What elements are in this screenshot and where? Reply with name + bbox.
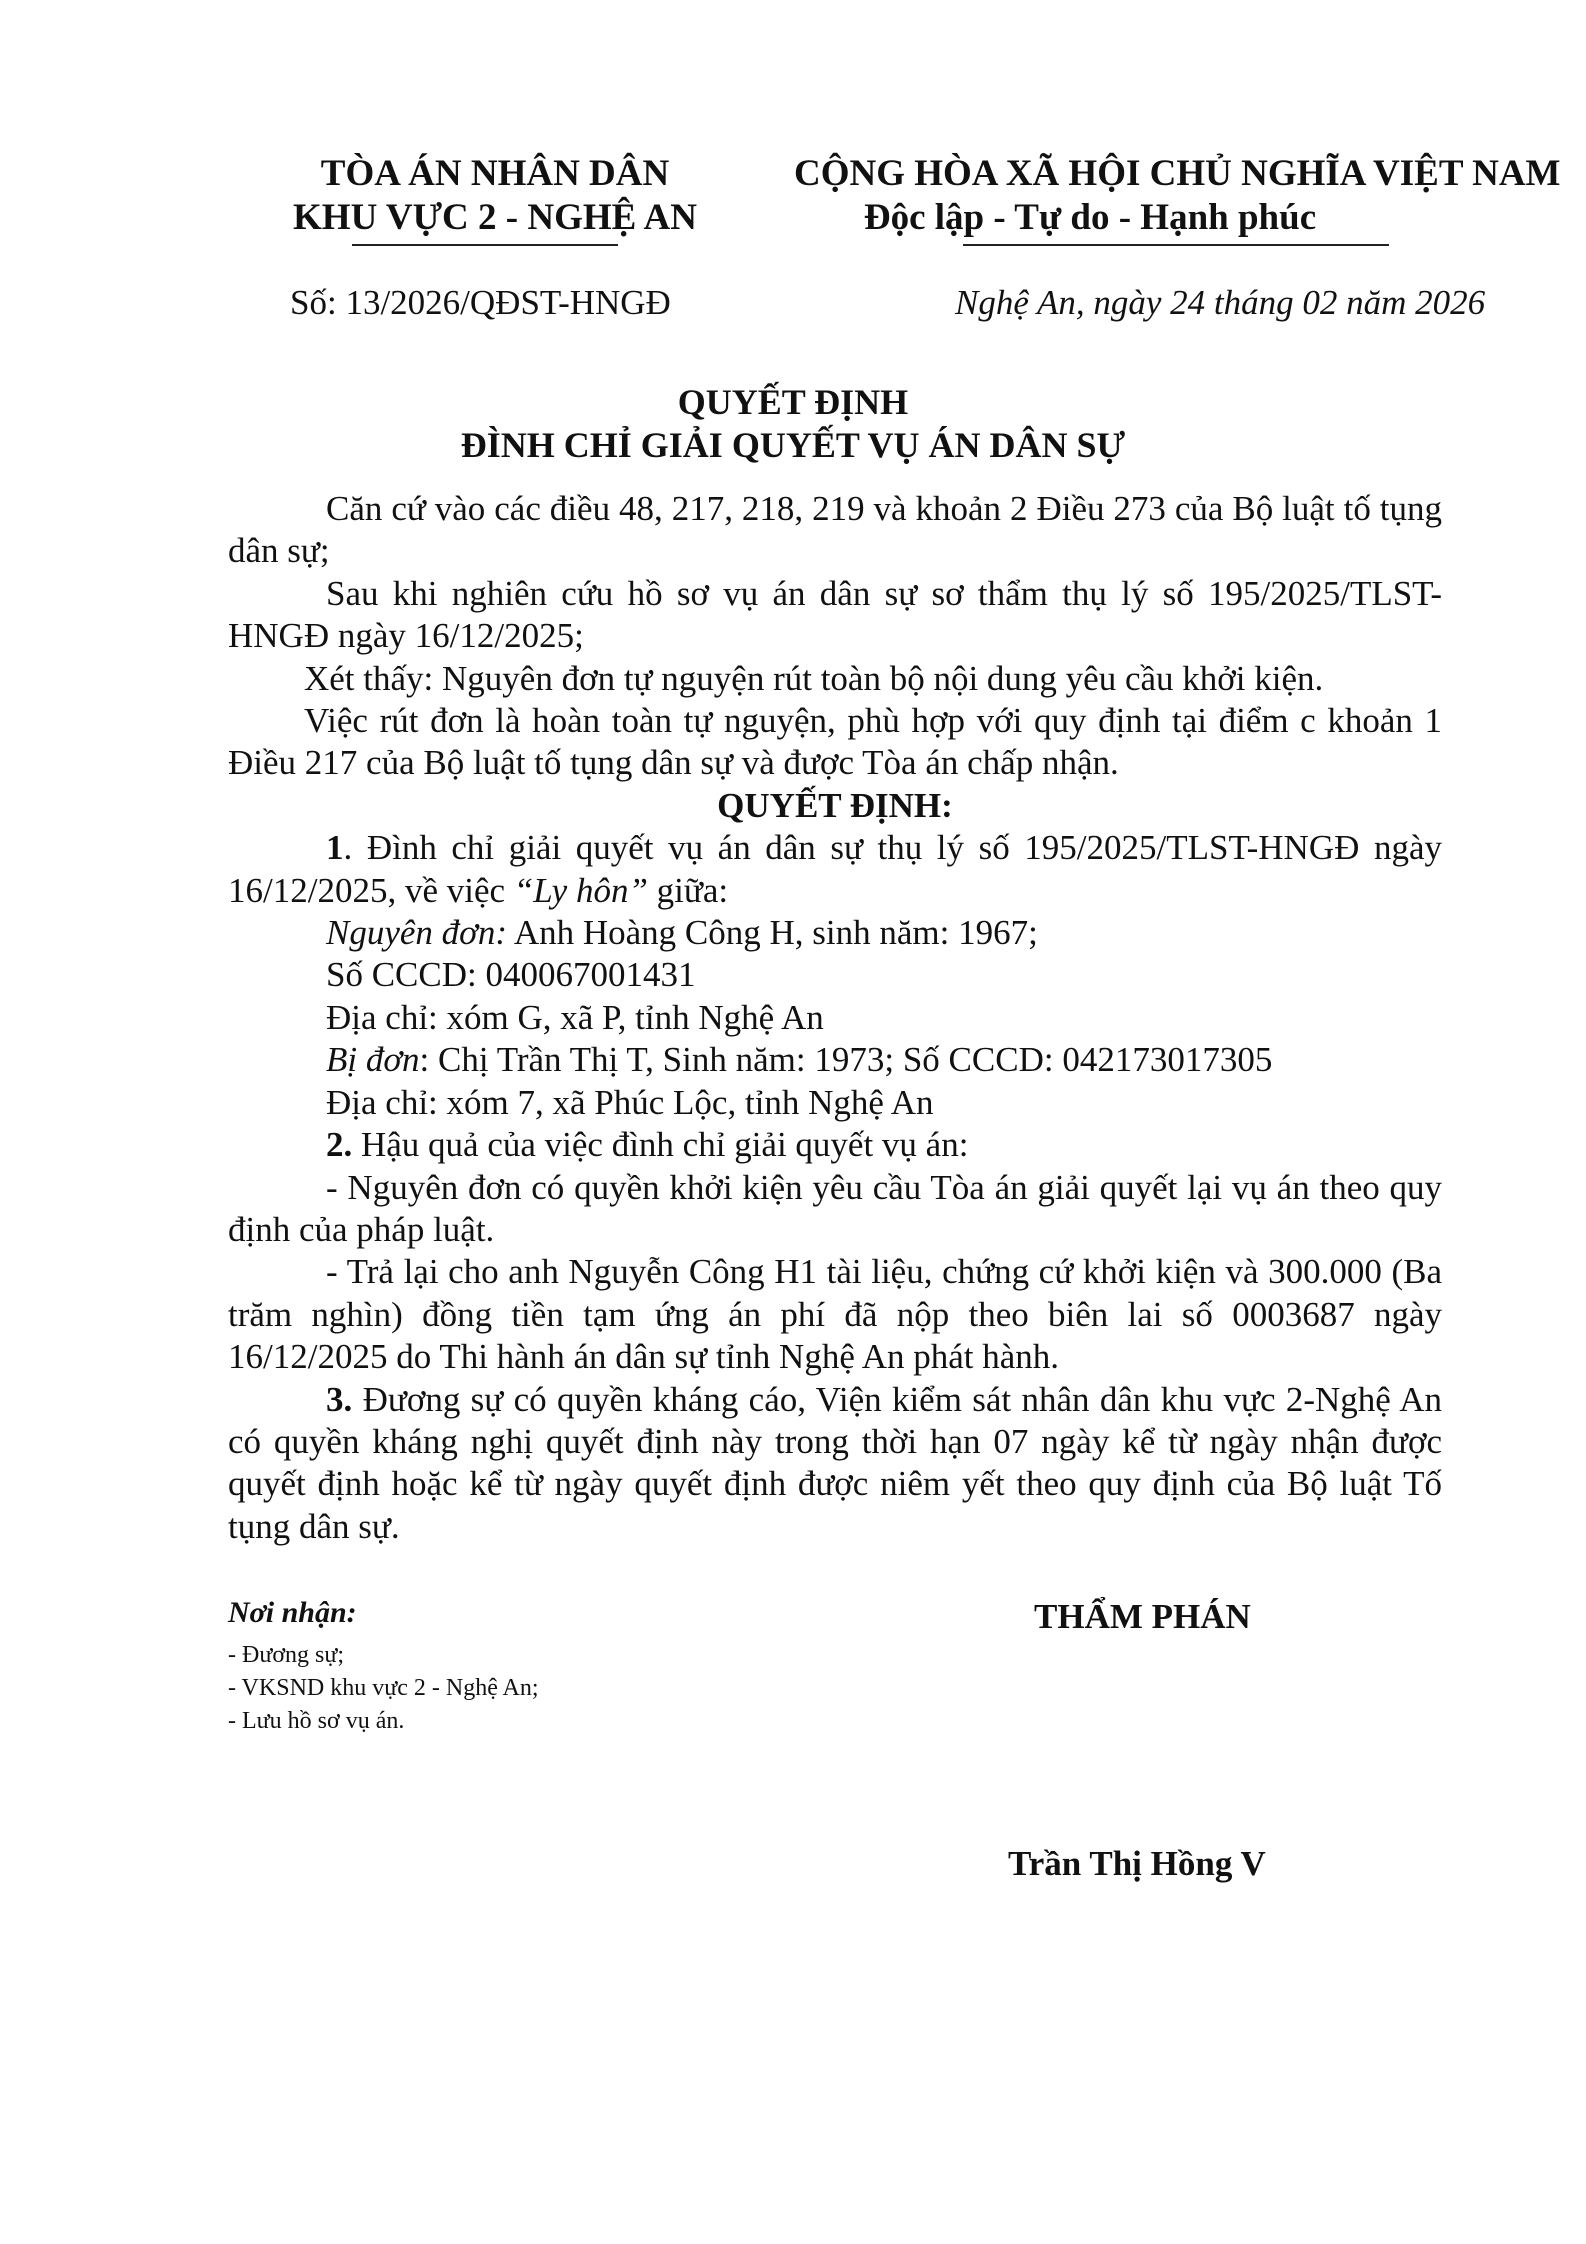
item-1-text-end: giữa: bbox=[647, 870, 729, 910]
item-2-heading: Hậu quả của việc đình chỉ giải quyết vụ án: bbox=[352, 1125, 969, 1165]
right-header-rule bbox=[963, 244, 1389, 246]
recipient-item: - Đương sự; bbox=[228, 1642, 345, 1668]
court-name: TÒA ÁN NHÂN DÂN bbox=[320, 153, 670, 194]
recipients-label: Nơi nhận: bbox=[228, 1596, 357, 1629]
decision-item-1 bbox=[228, 827, 1442, 912]
decision-item-2 bbox=[228, 1124, 1442, 1166]
left-header-rule bbox=[352, 244, 618, 246]
item-1-number: 1 bbox=[326, 828, 344, 868]
defendant-line bbox=[228, 1039, 1442, 1081]
consequence-bullet-1: - Nguyên đơn có quyền khởi kiện yêu cầu Tòa án giải quyết lại vụ án theo quy định của pháp luật. bbox=[228, 1167, 1442, 1249]
item-2-number: 2. bbox=[326, 1125, 353, 1165]
plaintiff-label: Nguyên đơn: bbox=[326, 913, 507, 953]
decision-heading: QUYẾT ĐỊNH: bbox=[717, 785, 953, 825]
consequence-bullet-2: - Trả lại cho anh Nguyễn Công H1 tài liệu, chứng cứ khởi kiện và 300.000 (Ba trăm nghìn) đồng tiền tạm ứng án phí đã nộp theo biên lai số 0003687 ngày 16/12/2025 do Thi hành án dân sự tỉnh Nghệ An phát hành. bbox=[228, 1252, 1442, 1377]
item-3-number: 3. bbox=[326, 1379, 353, 1419]
recipient-item: - VKSND khu vực 2 - Nghệ An; bbox=[228, 1675, 539, 1701]
item-1-text: . Đình chỉ giải quyết vụ án dân sự thụ lý số 195/2025/TLST-HNGĐ ngày 16/12/2025, về việc bbox=[228, 828, 1442, 910]
document-number: Số: 13/2026/QĐST-HNGĐ bbox=[290, 283, 671, 322]
decision-item-3 bbox=[228, 1379, 1442, 1549]
document-title: QUYẾT ĐỊNH bbox=[677, 382, 909, 422]
plaintiff-info: Anh Hoàng Công H, sinh năm: 1967; bbox=[507, 913, 1038, 953]
document-body bbox=[228, 488, 1442, 1548]
court-area: KHU VỰC 2 - NGHỆ AN bbox=[293, 197, 697, 238]
preamble-finding: Xét thấy: Nguyên đơn tự nguyện rút toàn bộ nội dung yêu cầu khởi kiện. bbox=[304, 658, 1324, 698]
case-type: “Ly hôn” bbox=[513, 870, 648, 910]
preamble-case-review: Sau khi nghiên cứu hồ sơ vụ án dân sự sơ thẩm thụ lý số 195/2025/TLST-HNGĐ ngày 16/12/2025; bbox=[228, 573, 1442, 656]
country-name: CỘNG HÒA XÃ HỘI CHỦ NGHĨA VIỆT NAM bbox=[794, 153, 1561, 194]
signer-name: Trần Thị Hồng V bbox=[1008, 1844, 1266, 1883]
defendant-address: Địa chỉ: xóm 7, xã Phúc Lộc, tỉnh Nghệ An bbox=[326, 1082, 934, 1122]
preamble-withdrawal: Việc rút đơn là hoàn toàn tự nguyện, phù hợp với quy định tại điểm c khoản 1 Điều 217 của Bộ luật tố tụng dân sự và được Tòa án chấp nhận. bbox=[228, 701, 1442, 783]
preamble-legal-basis: Căn cứ vào các điều 48, 217, 218, 219 và khoản 2 Điều 273 của Bộ luật tố tụng dân sự; bbox=[228, 489, 1442, 571]
plaintiff-address: Địa chỉ: xóm G, xã P, tỉnh Nghệ An bbox=[326, 997, 824, 1037]
plaintiff-id: Số CCCD: 040067001431 bbox=[326, 955, 696, 995]
plaintiff-line bbox=[228, 912, 1442, 954]
national-motto: Độc lập - Tự do - Hạnh phúc bbox=[863, 197, 1317, 238]
defendant-info: : Chị Trần Thị T, Sinh năm: 1973; Số CCCD: 042173017305 bbox=[419, 1040, 1273, 1080]
signer-role: THẨM PHÁN bbox=[1034, 1597, 1251, 1636]
place-date: Nghệ An, ngày 24 tháng 02 năm 2026 bbox=[955, 283, 1486, 322]
document-subtitle: ĐÌNH CHỈ GIẢI QUYẾT VỤ ÁN DÂN SỰ bbox=[460, 425, 1126, 465]
defendant-label: Bị đơn bbox=[326, 1040, 420, 1080]
item-3-text: Đương sự có quyền kháng cáo, Viện kiểm sát nhân dân khu vực 2-Nghệ An có quyền kháng nghị quyết định này trong thời hạn 07 ngày kể từ ngày nhận được quyết định hoặc kể từ ngày quyết định được niêm yết theo quy định của Bộ luật Tố tụng dân sự. bbox=[228, 1379, 1442, 1546]
recipient-item: - Lưu hồ sơ vụ án. bbox=[228, 1708, 405, 1734]
